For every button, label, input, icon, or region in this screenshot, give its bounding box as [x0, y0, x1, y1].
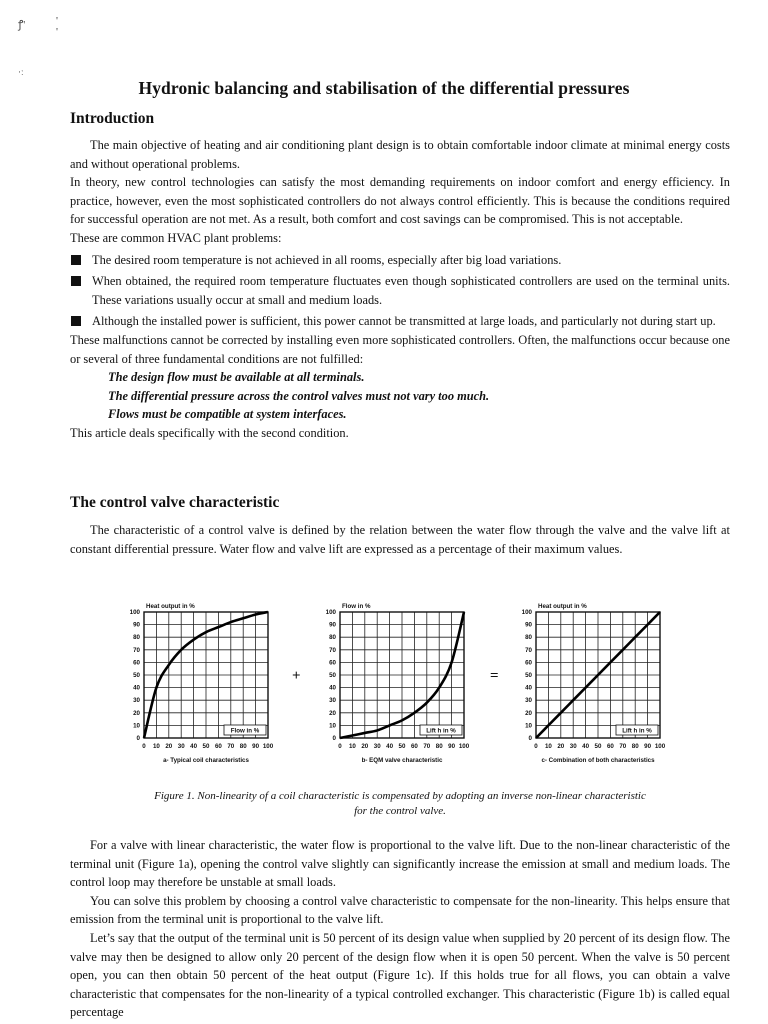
paragraph: These are common HVAC plant problems: [70, 230, 282, 245]
paragraph: This article deals specifically with the second condition. [70, 425, 349, 440]
x-tick-label: 30 [569, 743, 577, 750]
y-tick-label: 60 [329, 659, 336, 667]
y-tick-label: 70 [525, 646, 532, 654]
introduction-body [70, 136, 730, 443]
y-tick-label: 50 [525, 672, 532, 679]
y-tick-label: 80 [525, 634, 532, 642]
y-tick-label: 10 [329, 722, 336, 730]
x-tick-label: 20 [165, 743, 173, 750]
x-tick-label: 70 [227, 743, 235, 750]
chart-caption: a- Typical coil characteristics [163, 757, 249, 764]
condition-item: The design flow must be available at all terminals. [108, 370, 365, 385]
x-tick-label: 30 [177, 743, 185, 750]
chart-coil-characteristic [110, 598, 290, 773]
x-axis-label: Lift h in % [426, 727, 456, 735]
chart-caption: c- Combination of both characteristics [541, 757, 655, 764]
y-tick-label: 90 [329, 621, 336, 629]
paragraph: These malfunctions cannot be corrected by installing even more sophisticated controllers. Often, the malfunctions occur because one or several of three fundamental conditions are not fulfilled: [70, 332, 730, 366]
x-tick-label: 70 [423, 743, 431, 750]
y-tick-label: 80 [133, 634, 140, 642]
y-tick-label: 0 [332, 735, 336, 742]
x-tick-label: 70 [619, 743, 627, 750]
paragraph: The characteristic of a control valve is defined by the relation between the water flow through the valve and the valve lift at constant differential pressure. Water flow and valve lift are expressed as a percentage of their maximum values. [70, 523, 730, 556]
chart-title: Heat output in % [538, 603, 587, 610]
x-tick-label: 0 [338, 743, 342, 750]
x-tick-label: 40 [386, 743, 394, 750]
paragraph: The main objective of heating and air conditioning plant design is to obtain comfortable indoor climate at minimal energy costs and without operational problems. [70, 138, 730, 171]
x-tick-label: 90 [448, 743, 456, 750]
introduction-heading: Introduction [70, 110, 155, 127]
paragraph: Let’s say that the output of the terminal unit is 50 percent of its design value when supplied by 20 percent of its design flow. The valve may then be designed to allow only 20 percent of the design flow when it is open 50 percent. When the valve is 50 percent open, you can then obtain 50 percent of the heat output (Figure 1c). If this holds true for all flows, you can obtain a valve characteristic that compensates for the non-linearity of a typical controlled exchanger. This characteristic (Figure 1b) is called equal percentage [70, 930, 730, 1020]
x-tick-label: 10 [544, 743, 552, 750]
bullet-square-icon [71, 255, 81, 265]
y-tick-label: 100 [129, 609, 140, 616]
list-item [70, 272, 730, 309]
x-tick-label: 60 [606, 743, 614, 750]
list-item [70, 251, 730, 270]
y-tick-label: 30 [525, 697, 532, 705]
list-item-text: The desired room temperature is not achieved in all rooms, especially after big load variations. [92, 252, 562, 267]
y-tick-label: 70 [329, 646, 336, 654]
x-tick-label: 90 [252, 743, 260, 750]
y-tick-label: 100 [325, 609, 336, 616]
x-tick-label: 20 [557, 743, 565, 750]
x-axis-label: Lift h in % [622, 727, 652, 735]
y-tick-label: 50 [329, 672, 336, 679]
paragraph: For a valve with linear characteristic, the water flow is proportional to the valve lift. Due to the non-linear characteristic of the terminal unit (Figure 1a), opening the control valve slightly can significantly increase the emission at small and medium loads. The control loop may therefore be unstable at small loads. [70, 838, 730, 890]
x-tick-label: 80 [631, 743, 639, 750]
list-item-text: Although the installed power is sufficient, this power cannot be transmitted at large loads, and particularly not during start up. [92, 314, 716, 329]
document-title: Hydronic balancing and stabilisation of the differential pressures [138, 78, 630, 98]
y-tick-label: 50 [133, 672, 140, 679]
y-tick-label: 20 [329, 709, 336, 717]
x-axis-label: Flow in % [230, 727, 260, 735]
x-tick-label: 90 [644, 743, 652, 750]
y-tick-label: 90 [525, 621, 532, 629]
x-tick-label: 40 [582, 743, 590, 750]
y-tick-label: 10 [133, 722, 140, 730]
margin-mark: ·ː [18, 67, 24, 77]
y-tick-label: 20 [525, 709, 532, 717]
y-tick-label: 60 [525, 659, 532, 667]
x-tick-label: 80 [239, 743, 247, 750]
chart-combined-characteristic [502, 598, 682, 773]
x-tick-label: 0 [142, 743, 146, 750]
list-item [70, 312, 730, 331]
bullet-square-icon [71, 316, 81, 326]
x-tick-label: 100 [262, 743, 274, 750]
x-tick-label: 0 [534, 743, 538, 750]
y-tick-label: 40 [133, 684, 140, 692]
x-tick-label: 100 [654, 743, 666, 750]
chart-caption: b- EQM valve characteristic [361, 757, 443, 764]
paragraph: In theory, new control technologies can satisfy the most demanding requirements on indoor comfort and energy efficiency. In practice, however, even the most sophisticated controllers do not always control efficiently. This is because the conditions required for successful operation are not met. As a result, both comfort and cost savings can be compromised. This is not acceptable. [70, 175, 730, 227]
problem-list [70, 251, 730, 331]
caption-line: Figure 1. Non-linearity of a coil characteristic is compensated by adopting an inverse non-linear characteristic [154, 790, 646, 802]
chart-title: Heat output in % [146, 603, 195, 610]
x-tick-label: 40 [190, 743, 198, 750]
y-tick-label: 30 [329, 697, 336, 705]
y-tick-label: 60 [133, 659, 140, 667]
margin-marks [18, 15, 58, 77]
control-valve-heading: The control valve characteristic [70, 494, 280, 511]
figure-caption [100, 789, 700, 819]
discussion-body [70, 836, 730, 1022]
y-tick-label: 0 [136, 735, 140, 742]
x-tick-label: 20 [361, 743, 369, 750]
margin-mark: ꝭ' [18, 19, 26, 31]
paragraph: You can solve this problem by choosing a control valve characteristic to compensate for the non-linearity. This helps ensure that emission from the terminal unit is proportional to the valve lift. [70, 893, 730, 927]
control-valve-body [70, 521, 730, 558]
plus-operator: + [292, 668, 301, 684]
x-tick-label: 100 [458, 743, 470, 750]
y-tick-label: 20 [133, 709, 140, 717]
y-tick-label: 100 [521, 609, 532, 616]
caption-line: for the control valve. [354, 805, 446, 817]
list-item-text: When obtained, the required room temperature fluctuates even though sophisticated controllers are used on the terminal units. These variations usually occur at small and medium loads. [92, 274, 730, 307]
x-tick-label: 50 [202, 743, 210, 750]
x-tick-label: 80 [435, 743, 443, 750]
bullet-square-icon [71, 276, 81, 286]
y-tick-label: 10 [525, 722, 532, 730]
x-tick-label: 50 [594, 743, 602, 750]
y-tick-label: 0 [528, 735, 532, 742]
y-tick-label: 40 [329, 684, 336, 692]
x-tick-label: 50 [398, 743, 406, 750]
equals-operator: = [490, 668, 499, 684]
chart-valve-characteristic [306, 598, 486, 773]
figure-1 [110, 598, 690, 773]
x-tick-label: 30 [373, 743, 381, 750]
y-tick-label: 80 [329, 634, 336, 642]
x-tick-label: 10 [348, 743, 356, 750]
margin-mark: ' ' [56, 15, 58, 38]
y-tick-label: 70 [133, 646, 140, 654]
y-tick-label: 40 [525, 684, 532, 692]
chart-title: Flow in % [342, 603, 371, 610]
x-tick-label: 60 [410, 743, 418, 750]
x-tick-label: 10 [152, 743, 160, 750]
condition-item: The differential pressure across the control valves must not vary too much. [108, 388, 490, 403]
y-tick-label: 90 [133, 621, 140, 629]
condition-item: Flows must be compatible at system interfaces. [108, 407, 347, 422]
x-tick-label: 60 [214, 743, 222, 750]
y-tick-label: 30 [133, 697, 140, 705]
